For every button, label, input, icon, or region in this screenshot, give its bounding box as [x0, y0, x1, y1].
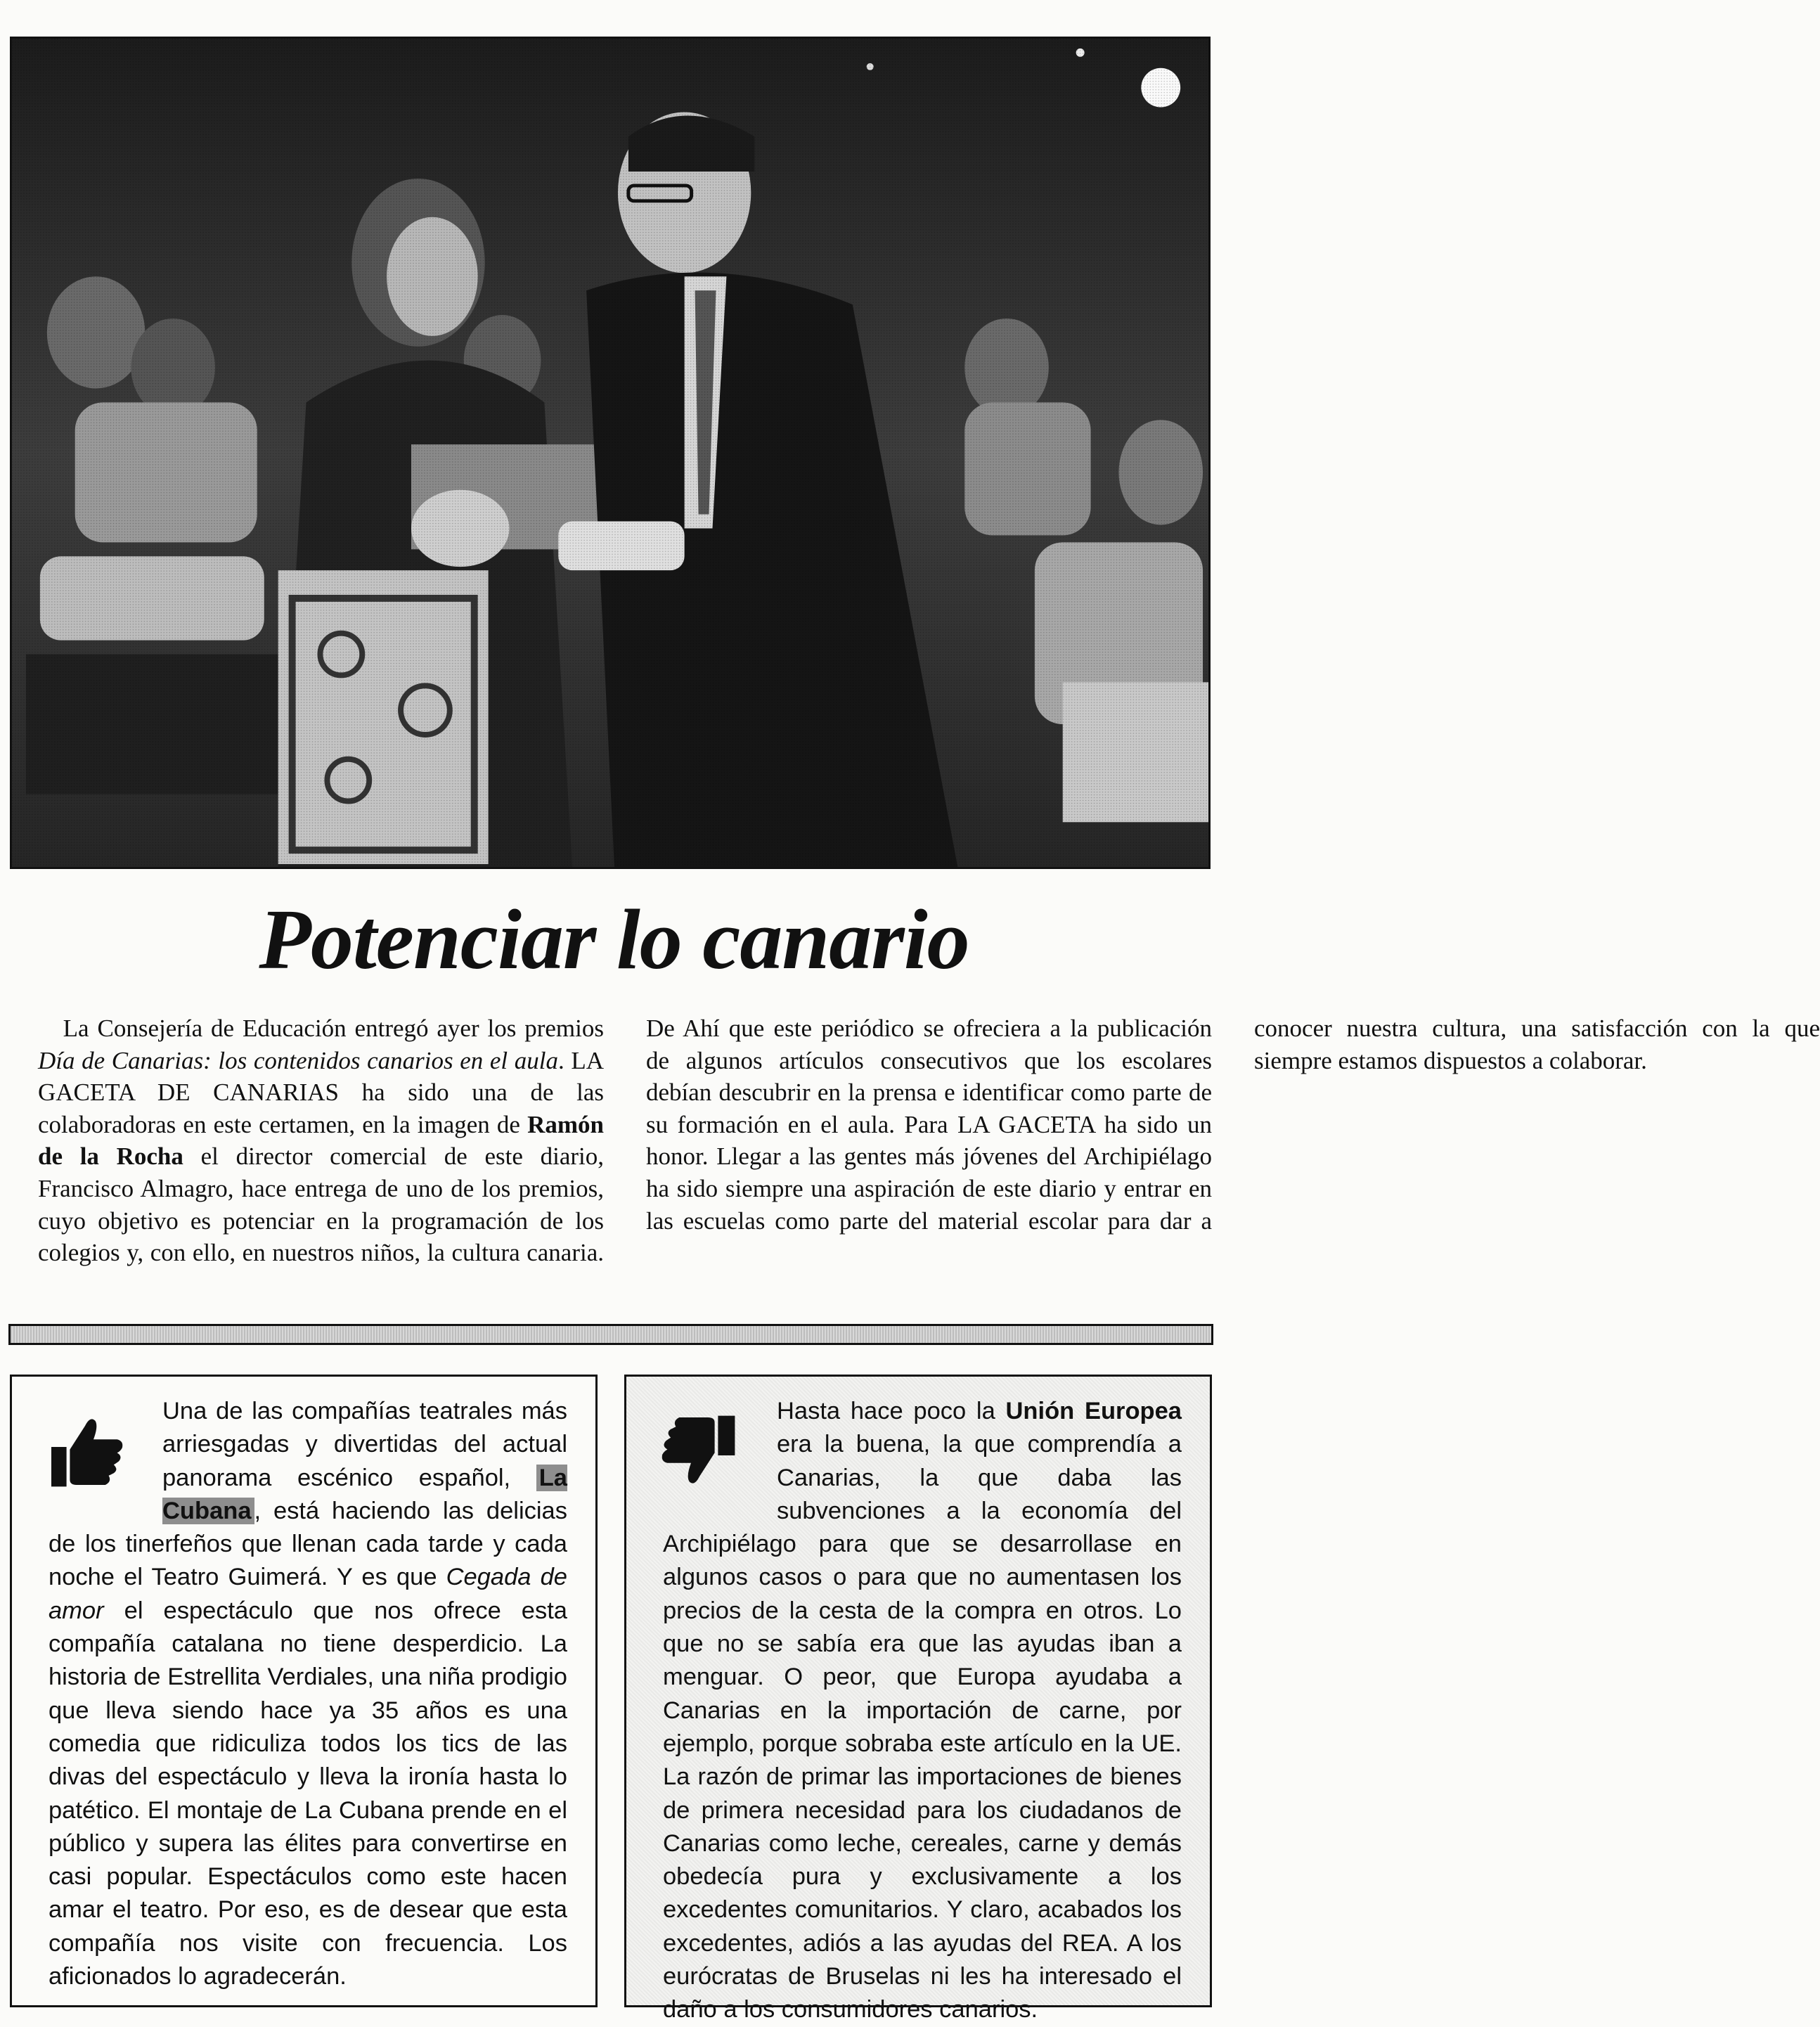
article-body	[38, 1012, 1820, 1301]
thumbs-down-box	[624, 1375, 1212, 2023]
thumbs-down-icon	[657, 1409, 770, 1507]
headline: Potenciar lo canario	[259, 892, 969, 987]
article-paragraph	[38, 1012, 1820, 1301]
thumbs-up-icon	[43, 1409, 155, 1507]
union-name: Unión Europea	[1005, 1398, 1182, 1424]
thumbs-up-text-1: Una de las compañías teatrales más arriesgadas y divertidas del actual panorama escénico español,	[162, 1398, 567, 1491]
thumbs-up-text-3: el espectáculo que nos ofrece esta compañía catalana no tiene desperdicio. La historia de Estrellita Verdiales, una niña prodigio que lleva siendo hace ya 35 años es una comedia que ridiculiza todos los tics de las divas del espectáculo y lleva la ironía hasta lo patético. El montaje de La Cubana prende en el público y supera las élites para convertirse en casi popular. Espectáculos como este hacen amar el teatro. Por eso, es de desear que esta compañía nos visite con frecuencia. Los aficionados lo agradecerán.	[49, 1597, 567, 1990]
show-title: Cegada de amor	[49, 1564, 567, 1624]
article-text-1: La Consejería de Educación entregó ayer los premios	[63, 1015, 605, 1042]
person-name: Ramón de la Rocha	[38, 1110, 604, 1171]
photo-icon	[12, 39, 1208, 867]
news-photo	[10, 37, 1211, 869]
award-name: Día de Canarias: los contenidos canarios en el aula	[38, 1046, 558, 1074]
thumbs-down-text-1: Hasta hace poco la	[777, 1398, 1006, 1424]
company-name-highlight: La Cubana	[162, 1464, 567, 1524]
thumbs-down-text-2: era la buena, la que comprendía a Canarias, la que daba las subvenciones a la economía del Archipiélago para que se desarrollase en algunos casos o para que no aumentasen los precios de la cesta de la compra en otros. Lo que no se sabía era que las ayudas iban a menguar. O peor, que Europa ayudaba a Canarias en la importación de carne, por ejemplo, porque sobraba este artículo en la UE. La razón de primar las importaciones de bienes de primera necesidad para los ciudadanos de Canarias como leche, cereales, carne y demás obedecía pura y exclusivamente a los excedentes comunitarios. Y claro, acabados los excedentes, adiós a las ayudas del REA. A los eurócratas de Bruselas ni les ha interesado el daño a los consumidores canarios.	[663, 1431, 1182, 2023]
article-text-3: el director comercial de este diario, Francisco Almagro, hace entrega de uno de los premios, cuyo objetivo es potenciar en la programación de los colegios y, con ello, en nuestros niños, la cultura canaria. De Ahí que este periódico se ofreciera a la publicación de algunos artículos consecutivos que los escolares debían descubrir en la prensa e identificar como parte de su formación en el aula. Para LA GACETA ha sido un honor. Llegar a las gentes más jóvenes del Archipiélago ha sido siempre una aspiración de este diario y entrar en las escuelas como parte del material escolar para dar a conocer nuestra cultura, una satisfacción con la que siempre estamos dispuestos a colaborar.	[38, 1015, 1820, 1267]
section-divider	[8, 1324, 1213, 1345]
thumbs-up-text-2: , está haciendo las delicias de los tinerfeños que llenan cada tarde y cada noche el Teatro Guimerá. Y es que	[49, 1497, 567, 1591]
thumbs-up-box	[10, 1375, 598, 2007]
article-text-2: . LA GACETA DE CANARIAS ha sido una de las colaboradoras en este certamen, en la imagen de	[38, 1046, 604, 1138]
